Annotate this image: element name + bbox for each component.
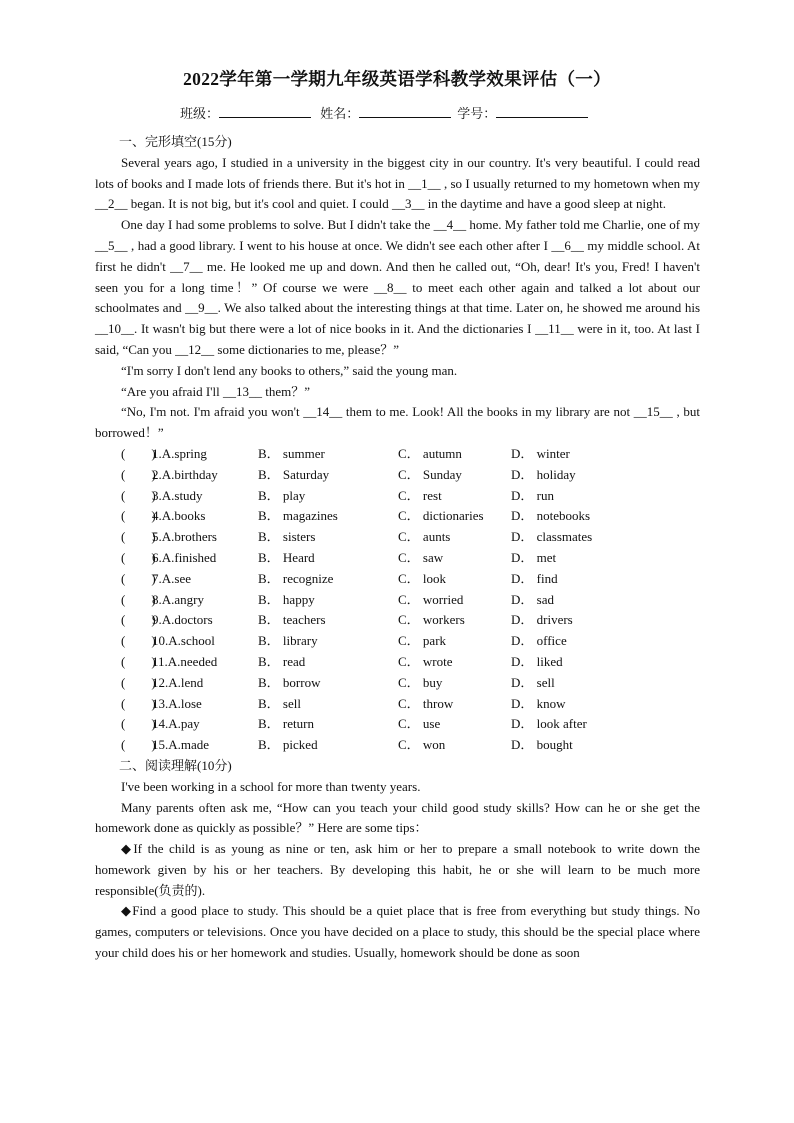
class-blank[interactable] (219, 105, 311, 118)
answer-blank[interactable]: ( ) (121, 570, 156, 586)
option-d: D． office (511, 633, 567, 649)
option-c: C． won (398, 737, 446, 753)
answer-blank[interactable]: ( ) (121, 653, 156, 669)
answer-blank[interactable]: ( ) (121, 508, 156, 524)
option-a: 6.A.finished (152, 549, 217, 565)
option-d: D． sad (511, 591, 554, 607)
option-b: B． Saturday (258, 466, 330, 482)
question-list (95, 444, 700, 756)
option-d: D． liked (511, 653, 563, 669)
option-a: 3.A.study (152, 487, 203, 503)
option-b: B． summer (258, 445, 325, 461)
passage-paragraph: ◆If the child is as young as nine or ten, ask him or her to prepare a small notebook to write down the homework given by his or her teachers. By developing this habit, he or she will learn to be much more responsible(负责的). (95, 841, 700, 898)
answer-blank[interactable]: ( ) (121, 591, 156, 607)
option-d: D． classmates (511, 529, 593, 545)
option-d: D． notebooks (511, 508, 591, 524)
answer-blank[interactable]: ( ) (121, 737, 156, 753)
option-a: 11.A.needed (152, 653, 218, 669)
passage-paragraph: “I'm sorry I don't lend any books to others,” said the young man. (121, 362, 458, 378)
option-b: B． borrow (258, 674, 321, 690)
option-b: B． recognize (258, 570, 334, 586)
answer-blank[interactable]: ( ) (121, 466, 156, 482)
option-b: B． library (258, 633, 318, 649)
question-row (95, 631, 700, 652)
option-c: C． Sunday (398, 466, 462, 482)
option-a: 10.A.school (152, 633, 215, 649)
name-label: 姓名： (320, 106, 360, 121)
option-d: D． look after (511, 716, 587, 732)
question-row (95, 610, 700, 631)
question-row (95, 652, 700, 673)
option-d: D． holiday (511, 466, 576, 482)
option-b: B． sisters (258, 529, 316, 545)
option-d: D． know (511, 695, 566, 711)
section2-heading: 二、阅读理解(10分) (119, 757, 232, 773)
question-row (95, 527, 700, 548)
option-c: C． look (398, 570, 447, 586)
question-row (95, 714, 700, 735)
question-row (95, 506, 700, 527)
passage-paragraph: I've been working in a school for more than twenty years. (121, 778, 421, 794)
option-d: D． winter (511, 445, 570, 461)
option-a: 5.A.brothers (152, 529, 217, 545)
answer-blank[interactable]: ( ) (121, 612, 156, 628)
passage-paragraph: Several years ago, I studied in a university in the biggest city in our country. It's very beautiful. I could read lots of books and I made lots of friends there. But it's hot in __1__ , so I usually returned to my hometown when my __2__ began. It is not big, but it's cool and quiet. I could __3__ in the daytime and have a good sleep at night. (95, 154, 700, 212)
option-a: 9.A.doctors (152, 612, 213, 628)
option-c: C． aunts (398, 529, 451, 545)
answer-blank[interactable]: ( ) (121, 487, 156, 503)
option-b: B． happy (258, 591, 315, 607)
question-row (95, 465, 700, 486)
option-b: B． sell (258, 695, 301, 711)
passage-paragraph: Many parents often ask me, “How can you teach your child good study skills? How can he or she get the homework done as quickly as possible？” Here are some tips： (95, 799, 700, 836)
name-blank[interactable] (359, 105, 451, 118)
question-row (95, 486, 700, 507)
question-row (95, 673, 700, 694)
option-d: D． met (511, 549, 557, 565)
question-row (95, 590, 700, 611)
question-row (95, 735, 700, 756)
passage-paragraph: One day I had some problems to solve. But I didn't take the __4__ home. My father told me Charlie, one of my __5__ , had a good library. I went to his house at once. We didn't see each other after I __6__ my middle school. At first he didn't __7__ me. He looked me up and down. And then he called out, “Oh, dear! It's you, Fred! I haven't seen you for a long time！” Of course we were __8__ to meet each other again and talked a lot about our schoolmates and __9__. We also talked about the interesting things at that time. Later on, he showed me around his __10__. It wasn't big but there were a lot of nice books in it. And the dictionaries I __11__ were in it, too. At last I said, “Can you __12__ some dictionaries to me, please？” (95, 217, 700, 357)
option-a: 7.A.see (152, 570, 191, 586)
answer-blank[interactable]: ( ) (121, 529, 156, 545)
class-label: 班级： (180, 106, 220, 121)
option-a: 8.A.angry (152, 591, 204, 607)
answer-blank[interactable]: ( ) (121, 716, 156, 732)
option-c: C． wrote (398, 653, 453, 669)
option-b: B． Heard (258, 549, 315, 565)
question-row (95, 444, 700, 465)
option-d: D． run (511, 487, 554, 503)
option-d: D． drivers (511, 612, 573, 628)
answer-blank[interactable]: ( ) (121, 674, 156, 690)
option-d: D． sell (511, 674, 555, 690)
option-a: 1.A.spring (152, 445, 207, 461)
passage-paragraph: “No, I'm not. I'm afraid you won't __14__ them to me. Look! All the books in my library are not __15__ , but borrowed！” (95, 404, 700, 441)
option-b: B． play (258, 487, 306, 503)
option-a: 4.A.books (152, 508, 206, 524)
option-b: B． read (258, 653, 306, 669)
question-row (95, 548, 700, 569)
option-a: 12.A.lend (152, 674, 204, 690)
option-b: B． teachers (258, 612, 326, 628)
option-d: D． find (511, 570, 558, 586)
option-c: C． throw (398, 695, 454, 711)
id-blank[interactable] (496, 105, 588, 118)
option-b: B． return (258, 716, 314, 732)
option-b: B． magazines (258, 508, 338, 524)
option-a: 15.A.made (152, 737, 210, 753)
option-d: D． bought (511, 737, 573, 753)
option-c: C． dictionaries (398, 508, 484, 524)
question-row (95, 569, 700, 590)
answer-blank[interactable]: ( ) (121, 695, 156, 711)
option-c: C． saw (398, 549, 444, 565)
option-c: C． buy (398, 674, 443, 690)
option-c: C． rest (398, 487, 442, 503)
page-title: 2022学年第一学期九年级英语学科教学效果评估（一） (183, 69, 611, 89)
option-c: C． use (398, 716, 441, 732)
exam-body (95, 132, 700, 964)
option-a: 2.A.birthday (152, 466, 218, 482)
id-label: 学号： (457, 106, 497, 121)
option-c: C． autumn (398, 445, 462, 461)
passage-paragraph: ◆Find a good place to study. This should be a quiet place that is free from everything but study things. No games, computers or televisions. Once you have decided on a place to study, this should be the special place where your child does his or her homework and studies. Usually, homework should be done as soon (95, 903, 700, 961)
passage-paragraph: “Are you afraid I'll __13__ them？” (121, 383, 310, 399)
option-a: 14.A.pay (152, 716, 200, 732)
option-c: C． park (398, 633, 447, 649)
answer-blank[interactable]: ( ) (121, 445, 156, 461)
option-c: C． workers (398, 612, 465, 628)
option-b: B． picked (258, 737, 318, 753)
option-c: C． worried (398, 591, 464, 607)
answer-blank[interactable]: ( ) (121, 549, 156, 565)
section1-heading: 一、完形填空(15分) (119, 134, 232, 149)
answer-blank[interactable]: ( ) (121, 633, 156, 649)
student-info (180, 103, 594, 122)
question-row (95, 694, 700, 715)
option-a: 13.A.lose (152, 695, 202, 711)
